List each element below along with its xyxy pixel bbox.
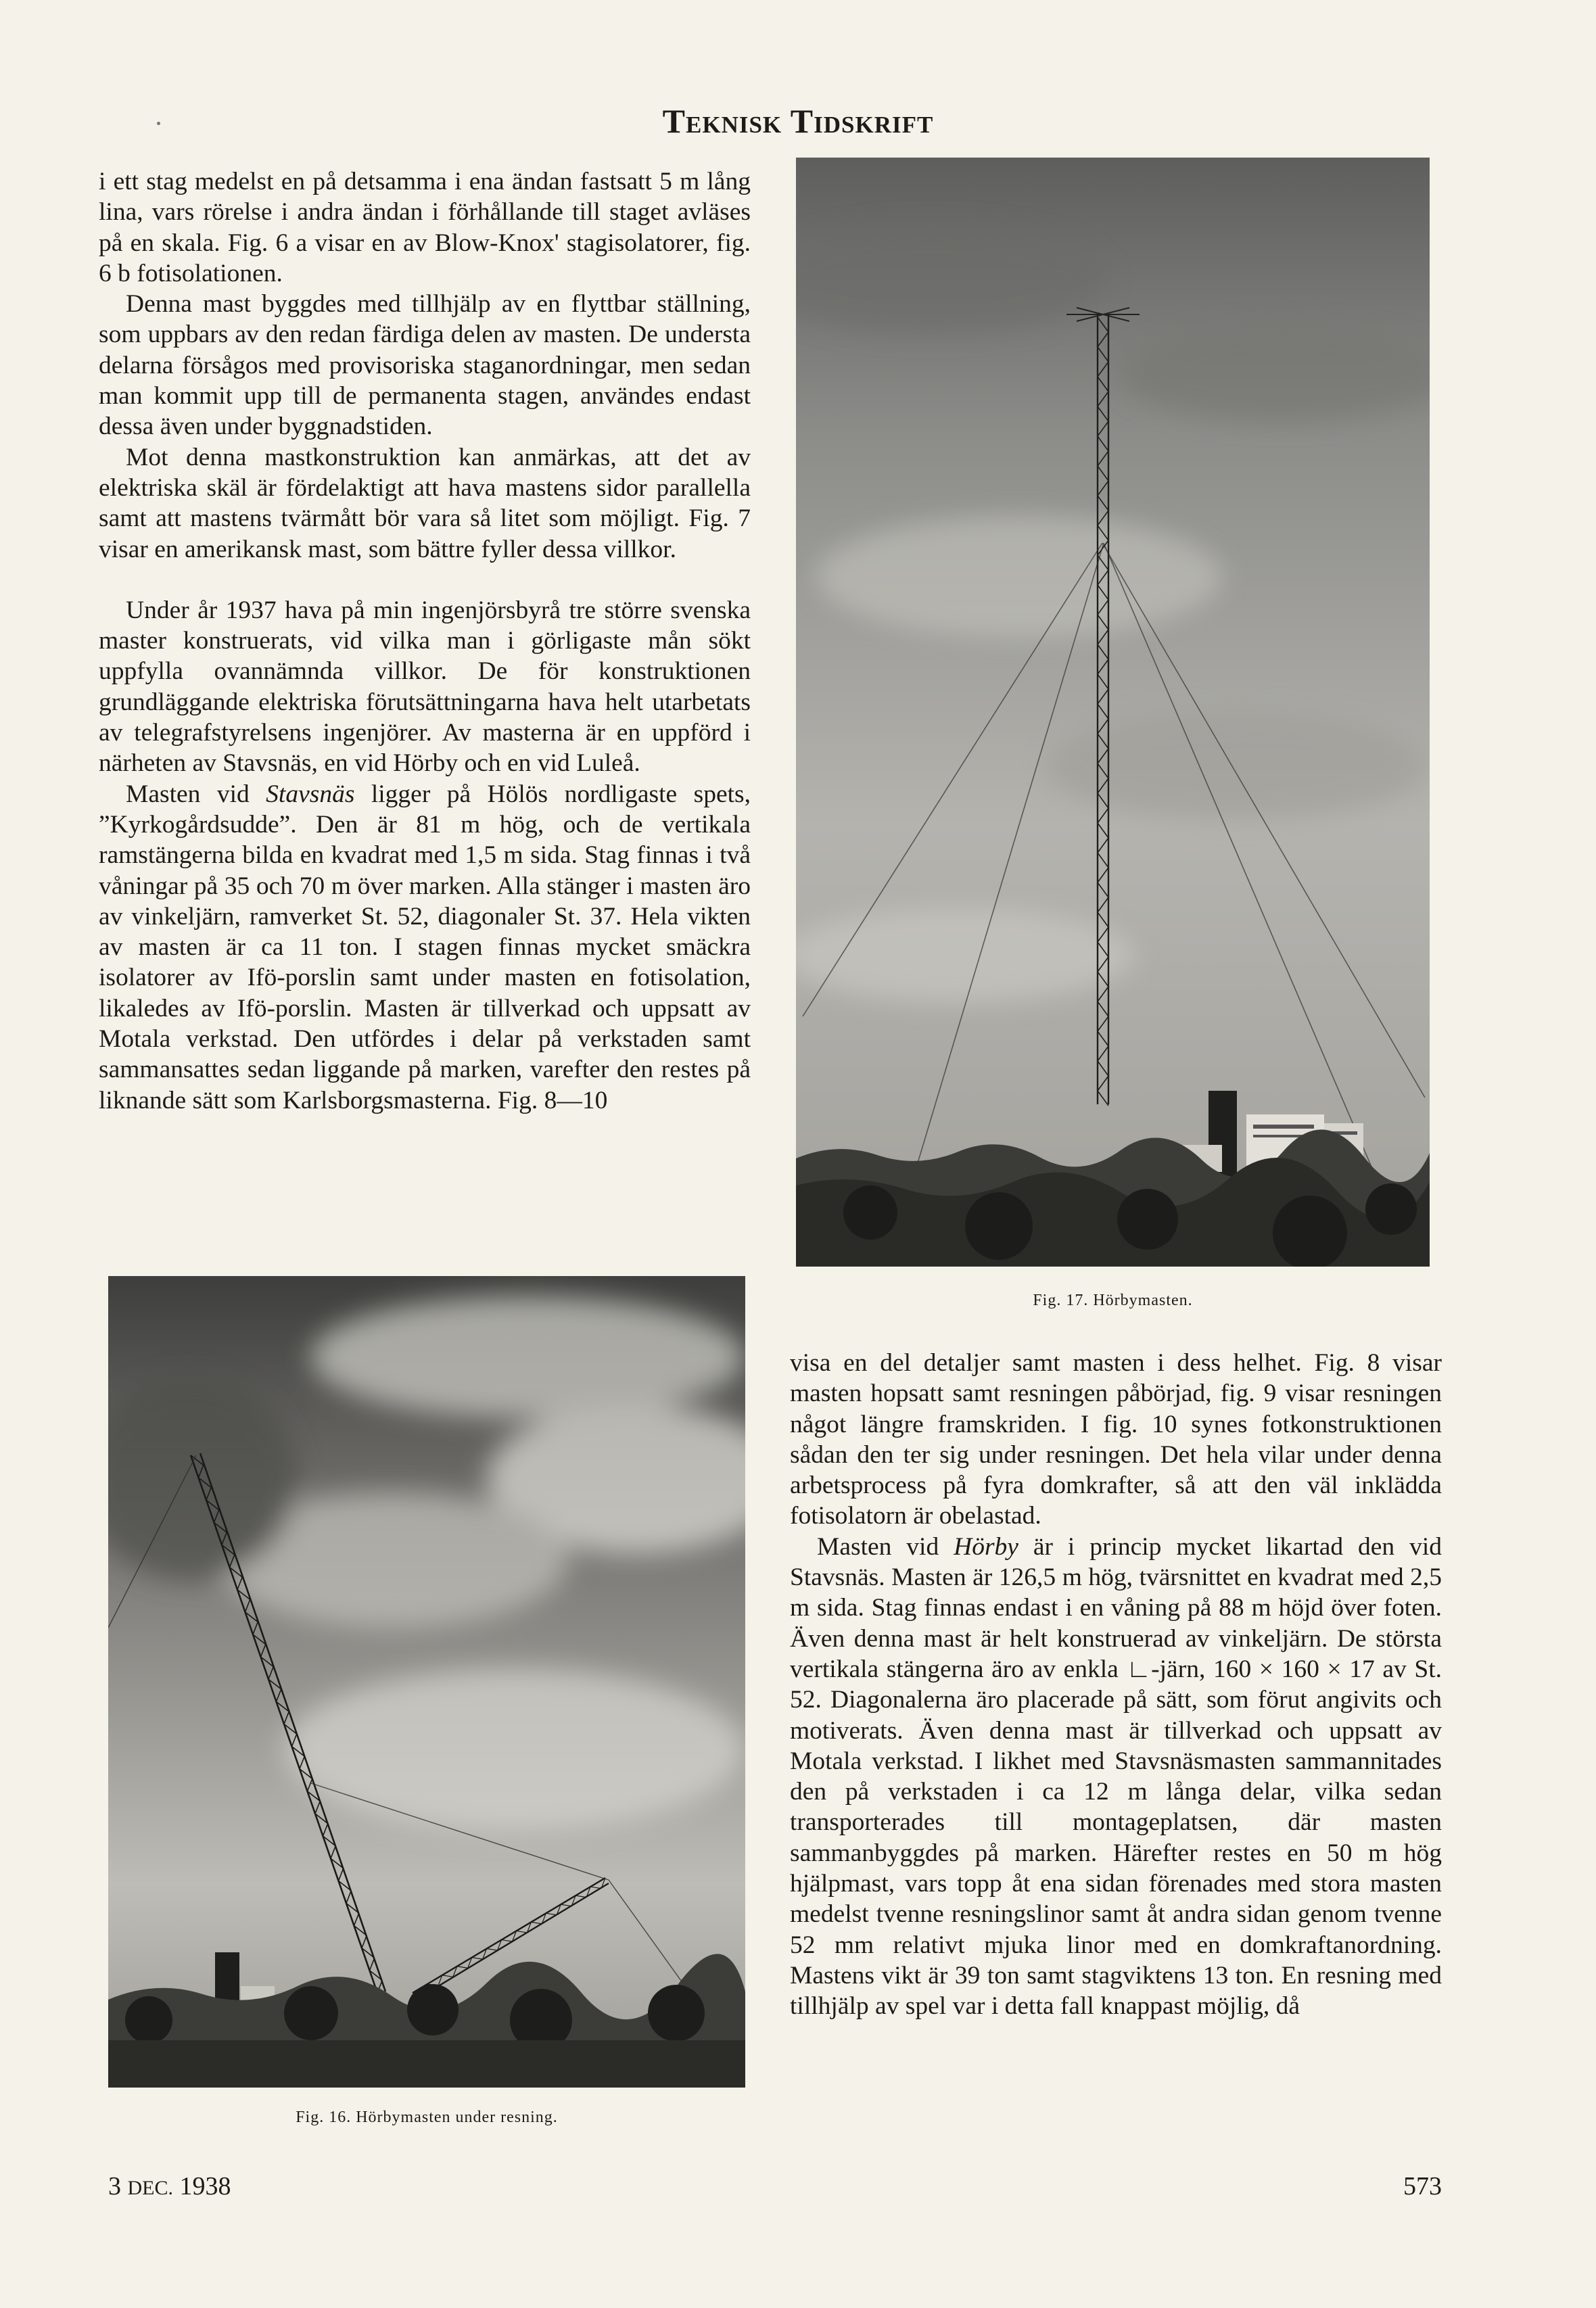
text-run: Masten vid: [126, 780, 266, 808]
paragraph: visa en del detaljer samt masten i dess helhet. Fig. 8 visar masten hopsatt samt resningen påbörjad, fig. 9 visar resningen något längre framskriden. I fig. 10 synes fotkonstruktionen sådan den ter sig under resningen. Det hela vilar under denna arbetsprocess på fyra domkrafter, så att den väl inklädda fotisolatorn är obelastad.: [790, 1349, 1442, 1530]
text-run: ligger på Hölös nordligaste spets, ”Kyrkogårdsudde”. Den är 81 m hög, och de vertikala ramstängerna bilda en kvadrat med 1,5 m sida. Stag finnas i två våningar på 35 och 70 m över marken. Alla stänger i masten äro av vinkeljärn, ramverket St. 52, diagonaler St. 37. Hela vikten av masten är ca 11 ton. I stagen finnas mycket smäckra isolatorer av Ifö-porslin samt under masten en fotisolation, likaledes av Ifö-porslin. Masten är tillverkad och uppsatt av Motala verkstad. Den utfördes i delar på verkstaden samt sammansattes sedan liggande på marken, varefter den restes på liknande sätt som Karlsborgsmasterna. Fig. 8—10: [99, 780, 751, 1114]
page-number: 573: [1403, 2172, 1442, 2200]
fig17-photo: [796, 158, 1430, 1267]
paragraph-horby: [790, 1532, 1442, 2022]
date-year: 1938: [179, 2172, 231, 2200]
issue-date: [108, 2171, 231, 2201]
fig16-photo: [108, 1276, 745, 2088]
paragraph: i ett stag medelst en på detsamma i ena ändan fastsatt 5 m lång lina, vars rörelse i andra ändan i förhållande till staget avläses på en skala. Fig. 6 a visar en av Blow-Knox' stagisolatorer, fig. 6 b fotisolationen.: [99, 168, 751, 287]
date-month: DEC.: [127, 2177, 173, 2199]
journal-title: Teknisk Tidskrift: [662, 102, 934, 140]
fig17-caption: Fig. 17. Hörbymasten.: [1033, 1292, 1193, 1309]
paragraph: Denna mast byggdes med tillhjälp av en flyttbar ställning, som uppbars av den redan färdiga delen av masten. De understa delarna försågos med provisoriska staganordningar, men sedan man kommit upp till de permanenta stagen, användes endast dessa även under byggnadstiden.: [99, 290, 751, 441]
fig16-caption: Fig. 16. Hörbymasten under resning.: [296, 2109, 558, 2126]
date-day: 3: [108, 2172, 121, 2200]
text-run: Masten vid: [817, 1532, 954, 1561]
paragraph: Under år 1937 hava på min ingenjörsbyrå tre större svenska master konstruerats, vid vilka man i görligaste mån sökt uppfylla ovannämnda villkor. De för konstruktionen grundläggande elektriska förutsättningarna hava helt utarbetats av telegrafstyrelsens ingenjörer. Av masterna är en uppförd i närheten av Stavsnäs, en vid Hörby och en vid Luleå.: [99, 596, 751, 778]
place-name: Stavsnäs: [266, 780, 355, 808]
paragraph-stavsnas: [99, 779, 751, 1116]
left-column-text: [99, 166, 751, 1116]
right-column-text: [790, 1348, 1442, 2022]
place-name: Hörby: [954, 1532, 1018, 1561]
paragraph: Mot denna mastkonstruktion kan anmärkas, att det av elektriska skäl är fördelaktigt att hava mastens sidor parallella samt att mastens tvärmått bör vara så litet som möjligt. Fig. 7 visar en amerikansk mast, som bättre fyller dessa villkor.: [99, 443, 751, 563]
text-run: är i princip mycket likartad den vid Stavsnäs. Masten är 126,5 m hög, tvärsnittet en kvadrat med 2,5 m sida. Stag finnas endast i en våning på 88 m höjd över foten. Även denna mast är helt konstruerad av vinkeljärn. De största vertikala stängerna äro av enkla ∟-järn, 160 × 160 × 17 av St. 52. Diagonalerna äro placerade på sätt, som förut angivits och motiverats. Även denna mast är tillverkad och uppsatt av Motala verkstad. I likhet med Stavsnäsmasten sammannitades den på verkstaden i ca 12 m långa delar, vilka sedan transporterades till montageplatsen, där masten sammanbyggdes på marken. Härefter restes en 50 m hög hjälpmast, vars topp åt ena sidan förenades med stora masten medelst tvenne resningslinor samt åt andra sidan genom tvenne 52 mm relativt mjuka linor med en domkraftanordning. Mastens vikt är 39 ton samt stagviktens 13 ton. En resning med tillhjälp av spel var i detta fall knappast möjlig, då: [790, 1532, 1442, 2021]
